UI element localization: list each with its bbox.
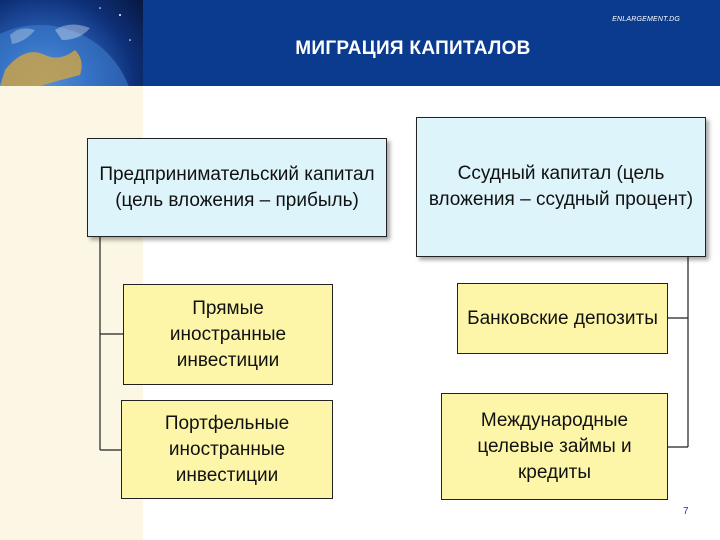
page-number: 7 [683,506,689,517]
slide-title: МИГРАЦИЯ КАПИТАЛОВ [295,38,531,59]
direct-investment-box: Прямые иностранные инвестиции [123,284,333,385]
portfolio-investment-box: Портфельные иностранные инвестиции [121,400,333,499]
entrepreneurial-capital-box: Предпринимательский капитал (цель вложения – прибыль) [87,138,387,237]
brand-label: ENLARGEMENT.DG [612,16,680,23]
bank-deposits-box: Банковские депозиты [457,283,668,354]
loan-capital-box: Ссудный капитал (цель вложения – ссудный процент) [416,117,706,257]
international-loans-box: Международные целевые займы и кредиты [441,393,668,500]
